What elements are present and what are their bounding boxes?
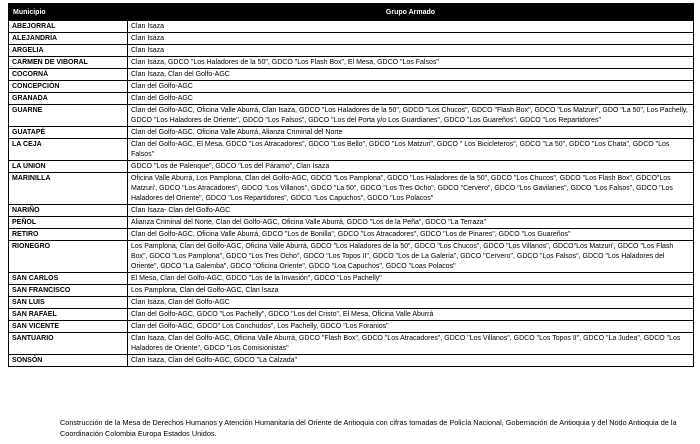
table-row: [9, 105, 694, 127]
grupo-armado-cell: Clan Isaza: [128, 21, 694, 33]
grupo-armado-cell: Clan Isaza: [128, 45, 694, 57]
table-row: [9, 217, 694, 229]
table-row: [9, 355, 694, 367]
municipio-cell: ARGELIA: [9, 45, 128, 57]
table-row: [9, 309, 694, 321]
table-row: [9, 57, 694, 69]
table-row: [9, 93, 694, 105]
grupo-armado-cell: Clan del Golfo-AGC, El Mesa, GDCO "Los Atracadores", GDCO "Los Bello", GDCO "Los Matzuri", GDCO " Los Bicicleteros", GDCO "La 50", GDCO "Los Chata", GDCO "Los Falsos": [128, 139, 694, 161]
grupo-armado-cell: Clan Isaza, Clan del Golfo-AGC, Oficina Valle Aburrá, GDCO "Flash Box", GDCO "Los Atracadores", GDCO "Los Villanos", GDCO "Los Topos II", GDCO "La Judea", GDCO "Los Haladores de Oriente", GDCO "Los Comisionistas": [128, 333, 694, 355]
table-row: [9, 321, 694, 333]
grupo-armado-cell: Los Pamplona, Clan del Golfo-AGC, Clan Isaza: [128, 285, 694, 297]
table-row: [9, 139, 694, 161]
municipio-cell: SANTUARIO: [9, 333, 128, 355]
grupo-armado-cell: Clan Isaza- Clan del Golfo-AGC: [128, 205, 694, 217]
table-row: [9, 273, 694, 285]
municipio-cell: ALEJANDRÍA: [9, 33, 128, 45]
table-row: [9, 33, 694, 45]
municipio-cell: SAN LUIS: [9, 297, 128, 309]
municipio-cell: NARIÑO: [9, 205, 128, 217]
grupo-armado-cell: Los Pamplona, Clan del Golfo-AGC, Oficina Valle Aburrá, GDCO "Los Haladores de la 50", GDCO "Los Chucos", GDCO "Los Villanos", GDCO"Los Matzuri', GDCO "Los Flash Box", GDCO "Los Pamplona", GDCO "Los Tres Ocho", GDCO "Los Topos II", GDCO "Los de La Galería", GDCO "Cervero", GDCO "Los Falsos", GDCO "Los Haladores del Oriente", GDCO "La Galemba", GDCO "Oficina Oriente", GDCO "Loa Capuchos", GDCO "Loas Polacos": [128, 241, 694, 273]
grupo-armado-cell: Clan del Golfo-AGC, GDCO" Los Conchudos", Los Pachelly, GDCO "Los Foranios": [128, 321, 694, 333]
grupo-armado-cell: Clan del Golfo-AGC, Oficina Valle Aburrá, Clan Isaza, GDCO "Los Haladores de la 50", GDCO "Los Chucos", GDCO "Flash Box", GDCO "Los Matzuri", GDO "La 50", Los Pachelly, GDCO "Los Haladores de Oriente", GDCO "Los Falsos", GDCO "Los del Porta y/o Los Guardianes", GDCO "Los Guareños", GDCO "Los Repartidores": [128, 105, 694, 127]
table-row: [9, 297, 694, 309]
grupo-armado-cell: Clan Isaza, Clan del Golfo-AGC: [128, 297, 694, 309]
grupo-armado-cell: Clan del Golfo-AGC: [128, 81, 694, 93]
municipio-cell: SAN RAFAEL: [9, 309, 128, 321]
table-row: [9, 333, 694, 355]
municipio-cell: GUATAPÉ: [9, 127, 128, 139]
municipio-cell: ABEJORRAL: [9, 21, 128, 33]
municipio-cell: PEÑOL: [9, 217, 128, 229]
table-row: [9, 127, 694, 139]
municipio-cell: LA UNION: [9, 161, 128, 173]
municipio-cell: CARMEN DE VIBORAL: [9, 57, 128, 69]
municipio-cell: SAN CARLOS: [9, 273, 128, 285]
grupo-armado-cell: Oficina Valle Aburrá, Los Pamplona, Clan del Golfo-AGC, GDCO "Los Pamplona", GDCO "Los Haladores de la 50", GDCO "Los Chucos", GDCO "Los Flash Box", GDCO"Los Matzuri', GDCO "Los Atracadores", GDCO "Los Villanos", GDCO "La 50", GDCO "Los Tres Ocho", GDCO "Cervero", GDCO "Los Gavilanes", GDCO "Los Falsos", GDCO "Los Haladores del Oriente", GDCO "Los Repartidores", GDCO "Los Capuchos", GDCO "Los Polacos": [128, 173, 694, 205]
grupo-armado-cell: Alianza Criminal del Norte, Clan del Golfo-AGC, Oficina Valle Aburrá, GDCO "Los de la Peña", GDCO "La Terraza": [128, 217, 694, 229]
table-row: [9, 173, 694, 205]
grupo-armado-cell: Clan Isaza, GDCO "Los Haladores de la 50", GDCO "Los Flash Box", El Mesa, GDCO "Los Falsos": [128, 57, 694, 69]
table-row: [9, 81, 694, 93]
source-caption: Construcción de la Mesa de Derechos Humanos y Atención Humanitaria del Oriente de Antioquia con cifras tomadas de Policía Nacional, Gobernación de Antioquia y del Nodo Antioquia de la Coordinación Colombia Europa Estados Unidos.: [60, 418, 677, 438]
municipio-cell: GUARNE: [9, 105, 128, 127]
table-row: [9, 161, 694, 173]
municipio-cell: COCORNÁ: [9, 69, 128, 81]
grupo-armado-cell: El Mesa, Clan del Golfo-AGC, GDCO "Los de la Invasión", GDCO "Los Pachelly": [128, 273, 694, 285]
table-row: [9, 45, 694, 57]
municipio-cell: CONCEPCIÓN: [9, 81, 128, 93]
municipio-cell: MARINILLA: [9, 173, 128, 205]
municipio-cell: SAN FRANCISCO: [9, 285, 128, 297]
municipio-cell: RETIRO: [9, 229, 128, 241]
armed-groups-table: [8, 3, 694, 367]
grupo-armado-cell: GDCO "Los de Palenque", GDCO "Los del Páramo", Clan Isaza: [128, 161, 694, 173]
table-row: [9, 21, 694, 33]
table-row: [9, 69, 694, 81]
grupo-armado-cell: Clan Isaza, Clan del Golfo-AGC: [128, 69, 694, 81]
municipio-cell: LA CEJA: [9, 139, 128, 161]
municipio-cell: SAN VICENTE: [9, 321, 128, 333]
municipio-cell: RIONEGRO: [9, 241, 128, 273]
table-header-row: [9, 4, 694, 21]
grupo-armado-cell: Clan Isaza: [128, 33, 694, 45]
grupo-armado-cell: Clan del Golfo-AGC, Oficina Valle Aburrá, Alianza Criminal del Norte: [128, 127, 694, 139]
table-row: [9, 205, 694, 217]
header-municipio: Municipio: [9, 4, 128, 21]
table-row: [9, 241, 694, 273]
table-body: [9, 21, 694, 367]
grupo-armado-cell: Clan del Golfo-AGC, Oficina Valle Aburrá, GDCO "Los de Bonilla", GDCO "Los Atracadores", GDCO "Los de Pinares", GDCO "Los Guareños": [128, 229, 694, 241]
header-grupo-armado: Grupo Armado: [128, 4, 694, 21]
municipio-cell: GRANADA: [9, 93, 128, 105]
grupo-armado-cell: Clan del Golfo-AGC: [128, 93, 694, 105]
grupo-armado-cell: Clan del Golfo-AGC, GDCO "Los Pachelly", GDCO "Los del Cristo", El Mesa, Oficina Valle Aburrá: [128, 309, 694, 321]
table-row: [9, 285, 694, 297]
table-row: [9, 229, 694, 241]
grupo-armado-cell: Clan Isaza, Clan del Golfo-AGC, GDCO "La Calzada": [128, 355, 694, 367]
municipio-cell: SONSÓN: [9, 355, 128, 367]
